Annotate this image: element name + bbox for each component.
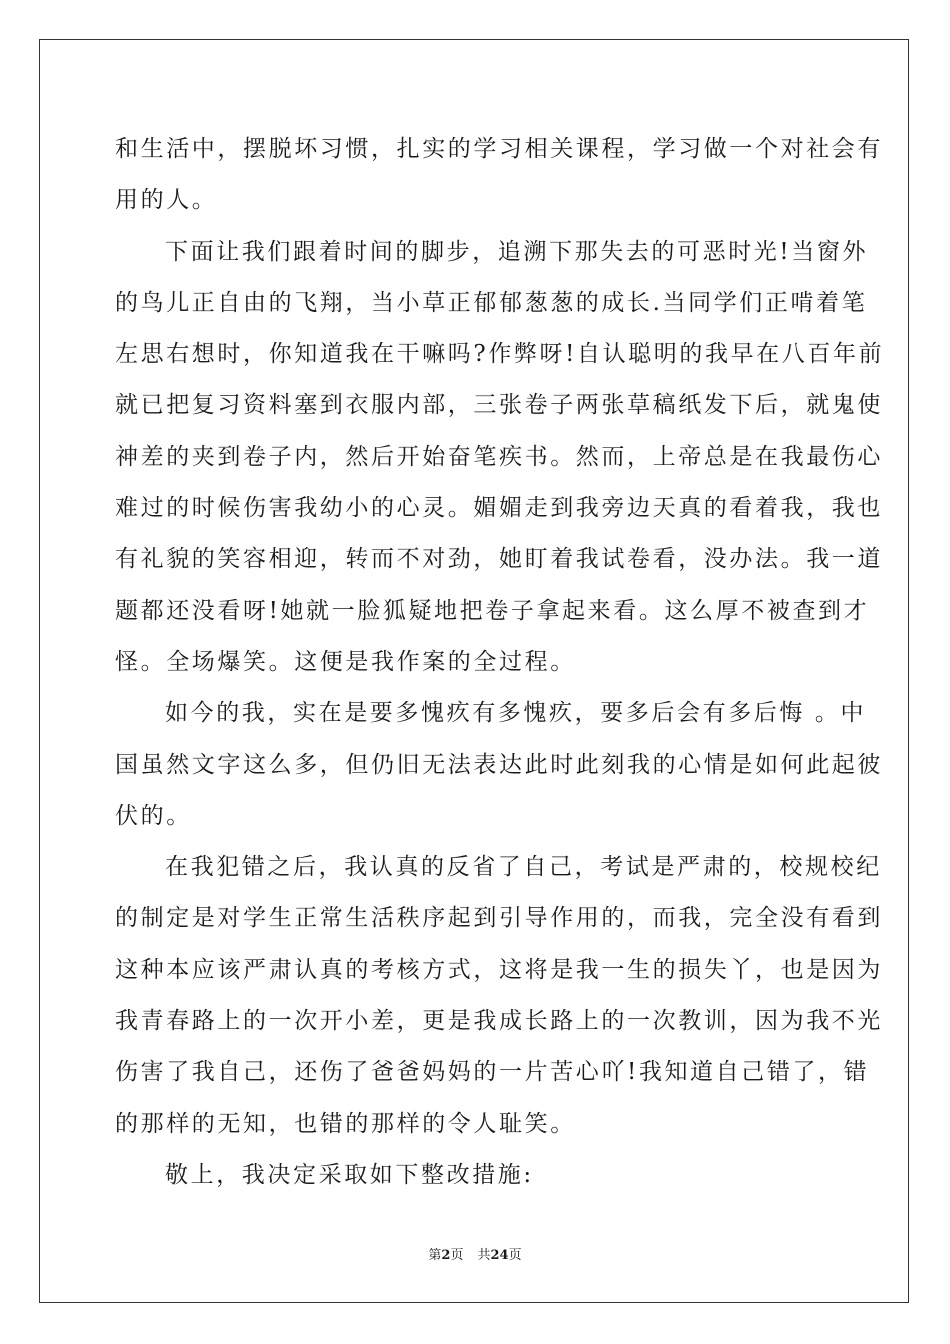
text-line: 国虽然文字这么多，但仍旧无法表达此时此刻我的心情是如何此起彼: [115, 751, 883, 778]
text-line: 的鸟儿正自由的飞翔，当小草正郁郁葱葱的成长.当同学们正啃着笔: [115, 289, 868, 316]
document-body: [115, 124, 885, 1201]
text-line: 有礼貌的笑容相迎，转而不对劲，她盯着我试卷看，没办法。我一道: [115, 546, 883, 573]
text-line: 伏的。: [115, 802, 192, 829]
page-prefix: 第: [428, 1248, 442, 1263]
text-line: 的制定是对学生正常生活秩序起到引导作用的，而我，完全没有看到: [115, 905, 883, 932]
text-line: 怪。全场爆笑。这便是我作案的全过程。: [115, 648, 576, 675]
total-suffix: 页: [508, 1248, 522, 1263]
text-line: 左思右想时，你知道我在干嘛吗?作弊呀!自认聪明的我早在八百年前: [115, 341, 885, 368]
text-line: 难过的时候伤害我幼小的心灵。媚媚走到我旁边天真的看着我，我也: [115, 495, 883, 522]
text-line: 伤害了我自己，还伤了爸爸妈妈的一片苦心吖!我知道自己错了，错: [115, 1059, 870, 1086]
text-line: 这种本应该严肃认真的考核方式，这将是我一生的损失丫，也是因为: [115, 956, 883, 983]
text-line: 神差的夹到卷子内，然后开始奋笔疾书。然而，上帝总是在我最伤心: [115, 443, 883, 470]
text-line: 我青春路上的一次开小差，更是我成长路上的一次教训，因为我不光: [115, 1008, 883, 1035]
page-number: 2: [441, 1248, 451, 1263]
page-suffix: 页: [450, 1248, 464, 1263]
text-line: 敬上，我决定采取如下整改措施:: [165, 1161, 534, 1188]
total-pages: 24: [490, 1248, 509, 1263]
text-line: 就已把复习资料塞到衣服内部，三张卷子两张草稿纸发下后，就鬼使: [115, 392, 883, 419]
text-line: 的那样的无知，也错的那样的令人耻笑。: [115, 1110, 576, 1137]
text-line: 下面让我们跟着时间的脚步，追溯下那失去的可恶时光!当窗外: [165, 238, 869, 265]
total-prefix: 共: [477, 1248, 491, 1263]
text-line: 题都还没看呀!她就一脸狐疑地把卷子拿起来看。这么厚不被查到才: [115, 597, 870, 624]
page-footer: [0, 1247, 950, 1265]
text-line: 用的人。: [115, 187, 218, 214]
text-line: 和生活中，摆脱坏习惯，扎实的学习相关课程，学习做一个对社会有: [115, 136, 883, 162]
text-line: 在我犯错之后，我认真的反省了自己，考试是严肃的，校规校纪: [165, 854, 882, 881]
text-line: 如今的我，实在是要多愧疚有多愧疚，要多后会有多后悔 。中: [165, 700, 867, 727]
